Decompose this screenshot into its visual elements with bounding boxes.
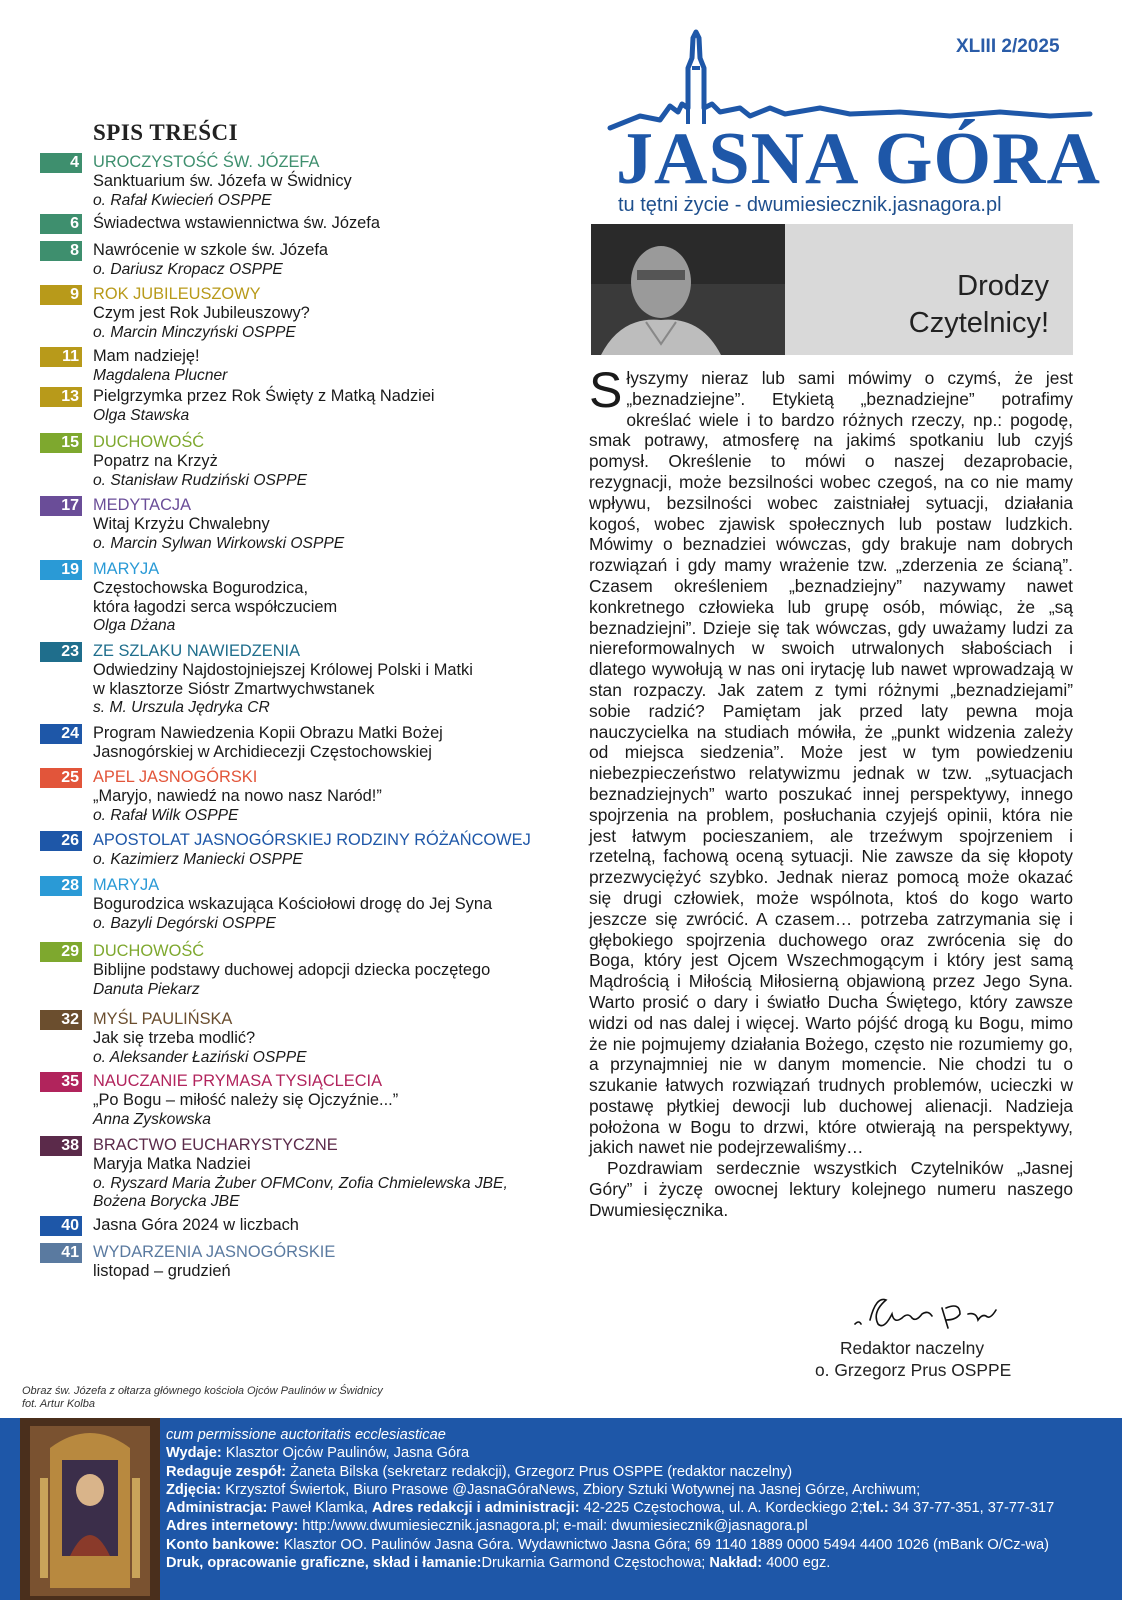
- toc-title: „Maryjo, nawiedź na nowo nasz Naród!”: [93, 786, 382, 805]
- toc-author: o. Bazyli Degórski OSPPE: [93, 914, 276, 932]
- masthead-title: JASNA GÓRA: [616, 118, 1101, 200]
- imprint-photos: Zdjęcia: Krzysztof Świertok, Biuro Prasowe @JasnaGóraNews, Zbiory Sztuki Wotywnej na Jasnej Górze, Archiwum;: [166, 1481, 921, 1498]
- editor-photo: [591, 224, 785, 355]
- handwritten-signature: [850, 1290, 1000, 1336]
- toc-page-number: 11: [40, 347, 82, 367]
- toc-section: MARYJA: [93, 560, 160, 578]
- toc-page-number: 17: [40, 496, 82, 516]
- greeting: [909, 268, 1049, 342]
- toc-author: Bożena Borycka JBE: [93, 1193, 240, 1211]
- toc-title: Biblijne podstawy duchowej adopcji dziecka poczętego: [93, 960, 491, 979]
- toc-section: ZE SZLAKU NAWIEDZENIA: [93, 642, 301, 660]
- imprint-bank-account: Konto bankowe: Klasztor OO. Paulinów Jasna Góra. Wydawnictwo Jasna Góra; 69 1140 1889 0000 5494 4400 1026 (mBank O/Cz-wa): [166, 1536, 1049, 1553]
- toc-title: Sanktuarium św. Józefa w Świdnicy: [93, 171, 352, 190]
- toc-title: „Po Bogu – miłość należy się Ojczyźnie...”: [93, 1090, 399, 1109]
- toc-section: DUCHOWOŚĆ: [93, 942, 205, 960]
- toc-title: Witaj Krzyżu Chwalebny: [93, 514, 270, 533]
- toc-page-number: 41: [40, 1243, 82, 1263]
- toc-section: ROK JUBILEUSZOWY: [93, 285, 261, 303]
- toc-title: Odwiedziny Najdostojniejszej Królowej Polski i Matki: [93, 660, 473, 679]
- toc-title: Pielgrzymka przez Rok Święty z Matką Nadziei: [93, 387, 435, 405]
- imprint-administration: Administracja: Paweł Klamka, Adres redakcji i administracji: 42-225 Częstochowa, ul. A. Kordeckiego 2;tel.: 34 37-77-351, 37-77-317: [166, 1500, 1055, 1517]
- caption-line-1: Obraz św. Józefa z ołtarza głównego kościoła Ojców Paulinów w Świdnicy: [22, 1385, 383, 1397]
- toc-author: Anna Zyskowska: [93, 1110, 211, 1128]
- toc-section: NAUCZANIE PRYMASA TYSIĄCLECIA: [93, 1072, 383, 1090]
- altar-painting-image: [20, 1418, 160, 1600]
- toc-page-number: 8: [40, 241, 82, 261]
- editorial-text: [589, 362, 1073, 1221]
- editorial-paragraph-2: Pozdrawiam serdecznie wszystkich Czytelników „Jasnej Góry” i życzę owocnej lektury kolejnego numeru naszego Dwumiesięcznika.: [589, 1158, 1073, 1220]
- toc-page-number: 23: [40, 642, 82, 662]
- greeting-line-2: Czytelnicy!: [908, 307, 1049, 339]
- toc-title: Czym jest Rok Jubileuszowy?: [93, 303, 310, 322]
- toc-section: APOSTOLAT JASNOGÓRSKIEJ RODZINY RÓŻAŃCOWEJ: [93, 831, 531, 849]
- imprint-footer: [0, 1418, 1122, 1600]
- toc-title: Nawrócenie w szkole św. Józefa: [93, 241, 329, 259]
- toc-author: Olga Dżana: [93, 617, 176, 635]
- editorial-paragraph-1: łyszymy nieraz lub sami mówimy o czymś, że jest „beznadziejne”. Etykietą „beznadziejne” potrafimy określać wiele i to bardzo różnych rzeczy, np.: pogodę, smak potrawy, atmosferę na jakimś spotkaniu lub czyjś pomysł. Określenie to mówi o naszej dezaprobacie, rezygnacji, może bezsilności wobec czegoś, na co nie mamy wpływu, bezsilności wobec zaistniałej sytuacji, działania kogoś, wobec zjawisk społecznych lub postaw ludzkich. Mówimy o beznadziei wówczas, gdy brakuje nam dobrych rozwiązań i gdy mamy wrażenie tzw. „zderzenia ze ścianą”. Czasem określeniem „beznadziejny” nazywamy nawet konkretnego człowieka lub grupę osób, mówiąc, że „są beznadziejni”. Dzieje się tak wówczas, gdy uważamy ludzi za niereformowalnych w swoich utrwalonych słabościach i dlatego wywołują w nas oni irytację lub nawet wprowadzają w stan rozpaczy. Jak zatem z tymi różnymi „beznadziejami” sobie radzić? Pamiętam jak przed laty pewna moja nauczycielka na studiach mówiła, że „punkt widzenia zależy od miejsca siedzenia”. Może jest w tym powiedzeniu niebezpieczeństwo relatywizmu jednak w tzw. „sytuacjach beznadziejnych” warto poszukać innej perspektywy, innego spojrzenia na problem, posłuchania czyjejś opinii, która nie jest łatwym pocieszaniem, ale trzeźwym spojrzeniem i rzetelną, fachową oceną sytuacji. Nie zawsze da się kłopoty przezwyciężyć szybko. Jednak nieraz pomocą może okazać się drugi człowiek, może wspólnota, ktoś do kogo warto jeszcze się zwrócić. A czasem… potrzeba zatrzymania się i głębokiego spojrzenia duchowego oraz zwrócenia się do Boga, który jest Ojcem Wszechmogącym i który jest samą Mądrością i Miłością Miłosierną objawioną przez Jego Syna. Warto prosić o dary i światło Ducha Świętego, który zawsze widzi od nas dalej i więcej. Warto pójść drogą ku Bogu, mimo że nie pojmujemy działania Bożego, często nie rozumiemy go, a przynajmniej nie w danym momencie. Nie chodzi tu o szukanie łatwych rozwiązań trudnych problemów, ucieczki w postawę płytkiej dewocji lub duchowej alienacji. Nadzieja położona w Bogu to drzwi, które otwierają na perspektywy, jakich nawet nie podejrzewaliśmy…: [589, 368, 1073, 1158]
- signature-name: o. Grzegorz Prus OSPPE: [815, 1360, 1012, 1380]
- imprint-website: Adres internetowy: http:/www.dwumiesiecznik.jasnagora.pl; e-mail: dwumiesiecznik@jasnagora.pl: [166, 1518, 808, 1535]
- toc-section: WYDARZENIA JASNOGÓRSKIE: [93, 1243, 336, 1261]
- imprint-print: Druk, opracowanie graficzne, skład i łamanie:Drukarnia Garmond Częstochowa; Nakład: 4000 egz.: [166, 1555, 831, 1572]
- toc-author: o. Aleksander Łaziński OSPPE: [93, 1048, 307, 1066]
- toc-page-number: 25: [40, 768, 82, 788]
- issue-number: XLIII 2/2025: [956, 36, 1060, 57]
- drop-cap: S: [589, 362, 623, 418]
- toc-author: o. Kazimierz Maniecki OSPPE: [93, 850, 303, 868]
- toc-page-number: 32: [40, 1010, 82, 1030]
- toc-page-number: 29: [40, 942, 82, 962]
- imprint-editors: Redaguje zespół: Żaneta Bilska (sekretarz redakcji), Grzegorz Prus OSPPE (redaktor naczelny): [166, 1463, 793, 1480]
- toc-title: Jasna Góra 2024 w liczbach: [93, 1216, 299, 1234]
- toc-page-number: 24: [40, 724, 82, 744]
- signature-role: Redaktor naczelny: [840, 1338, 985, 1358]
- toc-author: Danuta Piekarz: [93, 980, 200, 998]
- toc-author: o. Stanisław Rudziński OSPPE: [93, 471, 308, 489]
- toc-title: Jasnogórskiej w Archidiecezji Częstochowskiej: [93, 742, 432, 761]
- toc-author: o. Rafał Wilk OSPPE: [93, 806, 239, 824]
- toc-title: Świadectwa wstawiennictwa św. Józefa: [93, 214, 380, 232]
- toc-title: Jak się trzeba modlić?: [93, 1028, 256, 1047]
- toc-author: o. Rafał Kwiecień OSPPE: [93, 191, 272, 209]
- toc-page-number: 40: [40, 1216, 82, 1236]
- toc-title: Mam nadzieję!: [93, 347, 200, 365]
- toc-author: o. Marcin Sylwan Wirkowski OSPPE: [93, 534, 345, 552]
- toc-title: Częstochowska Bogurodzica,: [93, 578, 309, 597]
- imprint-publisher: Wydaje: Klasztor Ojców Paulinów, Jasna Góra: [166, 1445, 470, 1462]
- toc-page-number: 28: [40, 876, 82, 896]
- toc-page-number: 38: [40, 1136, 82, 1156]
- imprint-cum-permissione: cum permissione auctoritatis ecclesiasticae: [166, 1427, 446, 1443]
- toc-author: o. Ryszard Maria Żuber OFMConv, Zofia Chmielewska JBE,: [93, 1174, 508, 1192]
- toc-section: DUCHOWOŚĆ: [93, 433, 205, 451]
- masthead-subtitle: tu tętni życie - dwumiesiecznik.jasnagora.pl: [618, 194, 1002, 216]
- toc-author: Magdalena Plucner: [93, 366, 228, 384]
- toc-title: która łagodzi serca współczuciem: [93, 597, 338, 616]
- toc-section: MARYJA: [93, 876, 160, 894]
- imprint-text: [166, 1426, 1054, 1572]
- toc-title: listopad – grudzień: [93, 1261, 231, 1280]
- toc-title: SPIS TREŚCI: [93, 120, 239, 145]
- greeting-line-1: Drodzy: [957, 270, 1049, 302]
- toc-author: s. M. Urszula Jędryka CR: [93, 699, 270, 717]
- toc-title: Popatrz na Krzyż: [93, 451, 218, 470]
- toc-page-number: 13: [40, 387, 82, 407]
- toc-section: BRACTWO EUCHARYSTYCZNE: [93, 1136, 338, 1154]
- toc-title: Maryja Matka Nadziei: [93, 1154, 251, 1173]
- toc-title: Bogurodzica wskazująca Kościołowi drogę do Jej Syna: [93, 894, 493, 913]
- toc-page-number: 15: [40, 433, 82, 453]
- toc-author: o. Dariusz Kropacz OSPPE: [93, 260, 283, 278]
- toc-title: Program Nawiedzenia Kopii Obrazu Matki Bożej: [93, 724, 443, 742]
- toc-page-number: 6: [40, 214, 82, 234]
- st-joseph-altar-image: [20, 1418, 160, 1600]
- photo-caption: [22, 1385, 383, 1411]
- toc-page-number: 35: [40, 1072, 82, 1092]
- toc-title: w klasztorze Sióstr Zmartwychwstanek: [93, 679, 375, 698]
- toc-page-number: 4: [40, 153, 82, 173]
- toc-author: Olga Stawska: [93, 406, 190, 424]
- toc-page-number: 9: [40, 285, 82, 305]
- toc-section: APEL JASNOGÓRSKI: [93, 768, 258, 786]
- toc-page-number: 19: [40, 560, 82, 580]
- toc-author: o. Marcin Minczyński OSPPE: [93, 323, 296, 341]
- greeting-box: [785, 224, 1073, 355]
- toc-section: MEDYTACJA: [93, 496, 192, 514]
- toc-page-number: 26: [40, 831, 82, 851]
- editor-portrait-image: [591, 224, 785, 355]
- caption-line-2: fot. Artur Kolba: [22, 1398, 95, 1410]
- toc-section: MYŚL PAULIŃSKA: [93, 1010, 233, 1028]
- toc-section: UROCZYSTOŚĆ ŚW. JÓZEFA: [93, 153, 320, 171]
